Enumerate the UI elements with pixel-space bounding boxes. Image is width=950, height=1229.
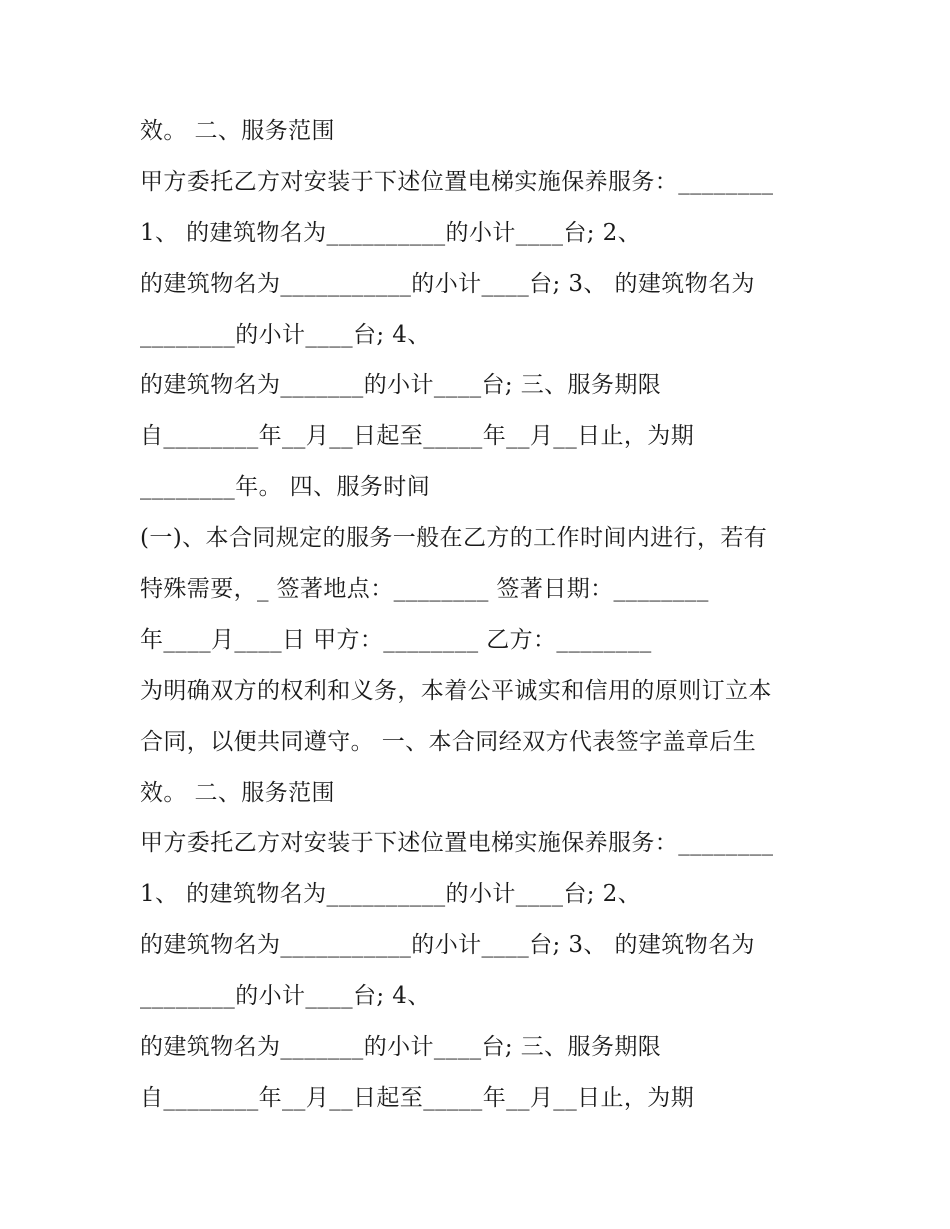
text-line: 甲方委托乙方对安装于下述位置电梯实施保养服务：________: [140, 168, 774, 195]
text-line: 自________年__月__日起至_____年__月__日止，为期: [140, 1084, 695, 1111]
text-line: 的建筑物名为_______的小计____台; 三、服务期限: [140, 1034, 662, 1061]
text-line: 甲方委托乙方对安装于下述位置电梯实施保养服务：________: [140, 830, 774, 857]
text-line: 为明确双方的权利和义务，本着公平诚实和信用的原则订立本: [140, 677, 772, 704]
text-line: 的建筑物名为___________的小计____台; 3、 的建筑物名为: [140, 270, 755, 297]
text-line: 合同，以便共同遵守。 一、本合同经双方代表签字盖章后生: [140, 728, 757, 755]
text-line: 自________年__月__日起至_____年__月__日止，为期: [140, 423, 695, 450]
text-line: ________的小计____台; 4、: [140, 983, 431, 1010]
document-body: [140, 108, 820, 1126]
text-line: 的建筑物名为___________的小计____台; 3、 的建筑物名为: [140, 932, 755, 959]
text-line: 效。 二、服务范围: [140, 779, 335, 806]
text-line: 效。 二、服务范围: [140, 118, 335, 144]
text-line: ________的小计____台; 4、: [140, 321, 431, 348]
text-line: ________年。 四、服务时间: [140, 474, 431, 501]
text-line: 1、 的建筑物名为__________的小计____台; 2、: [140, 881, 642, 908]
text-line: 年____月____日 甲方：________ 乙方：________: [140, 626, 652, 653]
text-line: 1、 的建筑物名为__________的小计____台; 2、: [140, 219, 642, 246]
text-line: 的建筑物名为_______的小计____台; 三、服务期限: [140, 372, 662, 399]
text-line: (一)、本合同规定的服务一般在乙方的工作时间内进行，若有: [140, 525, 768, 552]
text-line: 特殊需要，_ 签著地点：________ 签著日期：________: [140, 576, 709, 603]
